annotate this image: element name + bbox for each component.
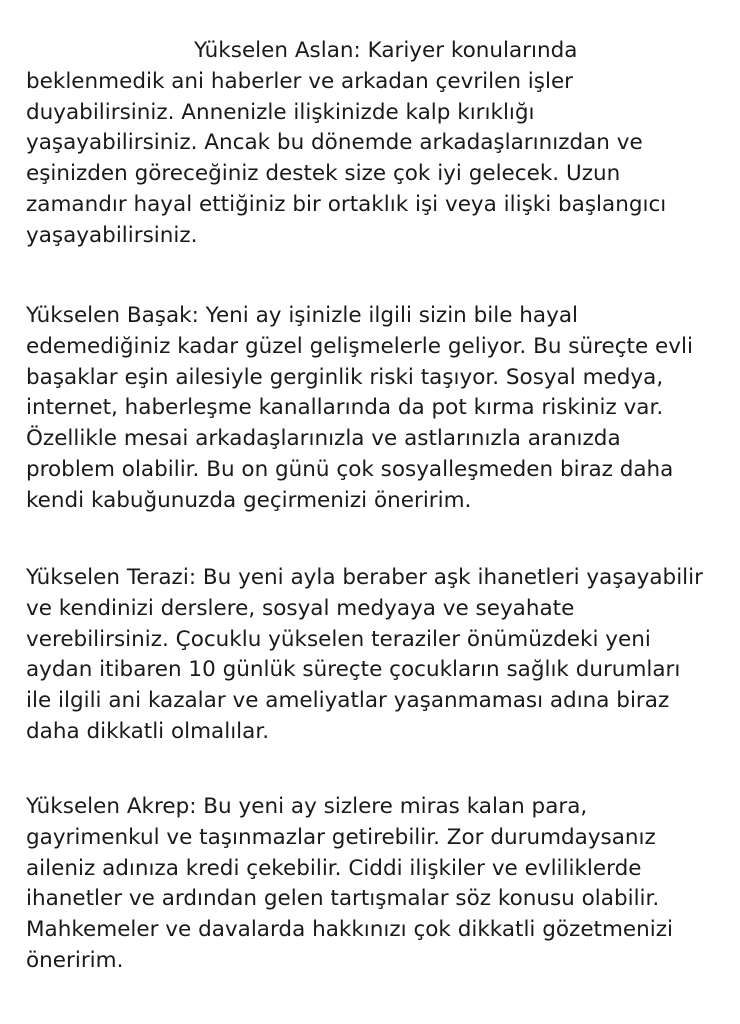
text-line: problem olabilir. Bu on günü çok sosyalleşmeden biraz daha [26,456,674,482]
text-line: Yükselen Terazi: Bu yeni ayla beraber aşk ihanetleri yaşayabilir [26,565,703,590]
text-line: aileniz adınıza kredi çekebilir. Ciddi ilişkiler ve evliliklerde [26,855,642,881]
text-line: ihanetler ve ardından gelen tartışmalar söz konusu olabilir. [26,886,660,912]
text-line: Yükselen Başak: Yeni ay işinizle ilgili sizin bile hayal [26,303,578,328]
paragraph-yukselen-akrep [26,792,726,977]
text-line: ile ilgili ani kazalar ve ameliyatlar yaşanmaması adına biraz [26,688,670,714]
paragraph-yukselen-aslan [26,36,726,252]
text-line: Mahkemeler ve davalarda hakkınızı çok dikkatli gözetmenizi [26,917,674,943]
text-line: gayrimenkul ve taşınmazlar getirebilir. Zor durumdaysanız [26,824,656,850]
text-line: zamandır hayal ettiğiniz bir ortaklık işi veya ilişki başlangıcı [26,191,667,217]
text-line: beklenmedik ani haberler ve arkadan çevrilen işler [26,68,574,94]
paragraph-yukselen-terazi [26,563,726,748]
text-line: duyabilirsiniz. Annenizle ilişkinizde kalp kırıklığı [26,99,535,125]
text-line: yaşayabilirsiniz. Ancak bu dönemde arkadaşlarınızdan ve [26,130,643,156]
text-line: edemediğiniz kadar güzel gelişmelerle geliyor. Bu süreçte evli [26,333,693,359]
text-line: kendi kabuğunuzda geçirmenizi öneririm. [26,487,472,513]
text-line: aydan itibaren 10 günlük süreçte çocukların sağlık durumları [26,657,681,683]
text-line: öneririm. [26,947,124,973]
text-line: ve kendinizi derslere, sosyal medyaya ve seyahate [26,595,575,621]
text-line: daha dikkatli olmalılar. [26,718,270,744]
text-line: eşinizden göreceğiniz destek size çok iyi gelecek. Uzun [26,161,621,187]
text-line: Yükselen Aslan: Kariyer konularında [194,38,578,63]
text-line: yaşayabilirsiniz. [26,222,198,248]
text-line: internet, haberleşme kanallarında da pot kırma riskiniz var. [26,395,664,421]
text-line: başaklar eşin ailesiyle gerginlik riski taşıyor. Sosyal medya, [26,364,664,390]
text-line: Yükselen Akrep: Bu yeni ay sizlere miras kalan para, [26,794,588,819]
text-line: verebilirsiniz. Çocuklu yükselen teraziler önümüzdeki yeni [26,626,651,652]
paragraph-yukselen-basak [26,301,726,517]
text-line: Özellikle mesai arkadaşlarınızla ve astlarınızla aranızda [26,426,621,452]
